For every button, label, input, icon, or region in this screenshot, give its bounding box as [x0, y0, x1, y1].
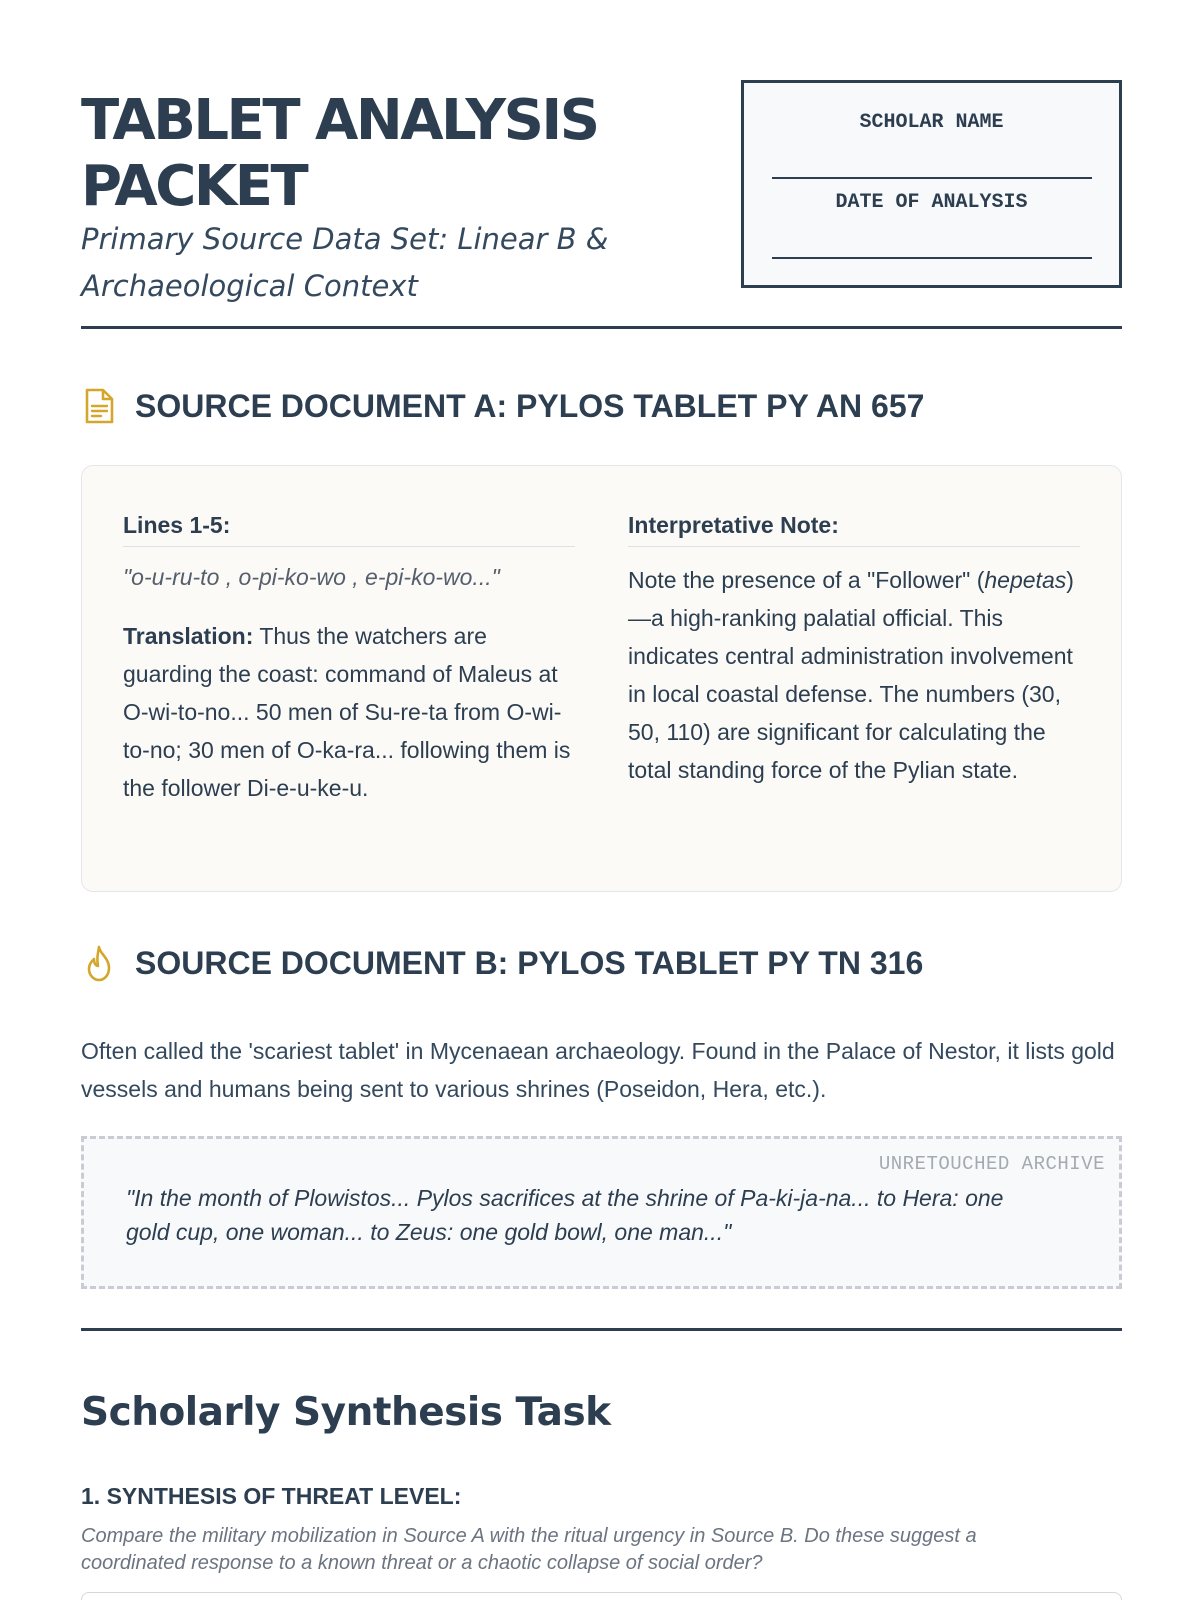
source-b-title: SOURCE DOCUMENT B: PYLOS TABLET PY TN 316 — [135, 945, 924, 981]
interpretative-note-heading: Interpretative Note: — [628, 510, 1080, 547]
unretouched-archive-tag: UNRETOUCHED ARCHIVE — [878, 1153, 1105, 1175]
note-text-start: Note the presence of a "Follower" ( — [628, 567, 985, 593]
source-a-heading — [81, 384, 1122, 428]
synthesis-title: Scholarly Synthesis Task — [81, 1390, 611, 1435]
synthesis-divider — [81, 1328, 1122, 1331]
scholar-name-label: SCHOLAR NAME — [859, 111, 1004, 134]
interpretative-note-text — [628, 561, 1080, 789]
page-title: TABLET ANALYSIS PACKET — [81, 88, 598, 219]
task-1-answer-field[interactable] — [81, 1592, 1122, 1600]
lines-heading: Lines 1-5: — [123, 510, 575, 547]
note-term: hepetas — [984, 567, 1067, 593]
scholar-name-field[interactable] — [772, 177, 1092, 179]
source-a-note-column — [628, 510, 1080, 789]
task-1-heading: 1. SYNTHESIS OF THREAT LEVEL: — [81, 1483, 462, 1509]
archive-quote-box — [81, 1136, 1122, 1289]
document-icon — [81, 386, 117, 426]
scholar-info-box — [741, 80, 1122, 288]
task-1-prompt: Compare the military mobilization in Source A with the ritual urgency in Source B. Do these suggest a coordinated response to a known threat or a chaotic collapse of social order? — [81, 1525, 977, 1574]
packet-header — [81, 80, 1122, 336]
source-b-heading — [81, 941, 1122, 985]
source-b-intro-text: Often called the 'scariest tablet' in Mycenaean archaeology. Found in the Palace of Nestor, it lists gold vessels and humans being sent to various shrines (Poseidon, Hera, etc.). — [81, 1038, 1115, 1102]
translation-paragraph — [123, 617, 575, 807]
transliteration-text: "o-u-ru-to , o-pi-ko-wo , e-pi-ko-wo..." — [123, 564, 500, 590]
source-a-title: SOURCE DOCUMENT A: PYLOS TABLET PY AN 657 — [135, 388, 925, 424]
date-of-analysis-field[interactable] — [772, 257, 1092, 259]
header-divider — [81, 326, 1122, 329]
date-of-analysis-label: DATE OF ANALYSIS — [835, 191, 1028, 214]
page-subtitle: Primary Source Data Set: Linear B & Archaeological Context — [81, 222, 609, 303]
source-a-lines-column — [123, 510, 575, 807]
source-a-card — [81, 465, 1122, 892]
flame-icon — [81, 943, 117, 983]
archive-quote-text: "In the month of Plowistos... Pylos sacrifices at the shrine of Pa-ki-ja-na... to Hera: one gold cup, one woman... to Zeus: one gold bowl, one man..." — [126, 1185, 1004, 1245]
translation-label: Translation: — [123, 623, 254, 649]
translation-text: Thus the watchers are guarding the coast: command of Maleus at O-wi-to-no... 50 men of Su-re-ta from O-wi-to-no; 30 men of O-ka-ra... following them is the follower Di-e-u-ke-u. — [123, 623, 571, 801]
note-text-end: )—a high-ranking palatial official. This indicates central administration involvement in local coastal defense. The numbers (30, 50, 110) are significant for calculating the total standing force of the Pylian state. — [628, 567, 1074, 783]
